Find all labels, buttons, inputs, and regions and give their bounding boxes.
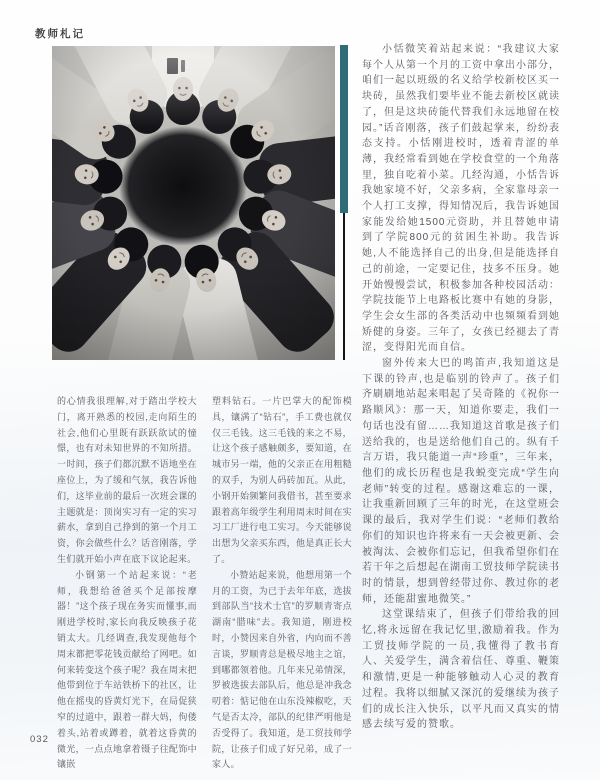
thin-accent-rule bbox=[343, 213, 345, 360]
class-photo bbox=[52, 46, 335, 360]
teal-accent-bar bbox=[340, 45, 348, 213]
paragraph: 的心情我很理解,对于踏出学校大门，离开熟悉的校园,走向陌生的社会,他们心里既有跃跃欲试的憧憬，也有对未知世界的不知所措。一时间，孩子们都沉默不语地坐在座位上，为了缓和气氛，我告诉他们，这毕业前的最后一次班会课的主题就是：顶岗实习有一定的实习薪水，拿到自己挣到的第一个月工资，你会做些什么？话音刚落，学生们就开始小声在底下议论起来。 bbox=[57, 396, 197, 564]
text-column-left bbox=[57, 394, 197, 773]
paragraph: 窗外传来大巴的鸣笛声,我知道这是下课的铃声,也是临别的铃声了。孩子们齐刷刷地站起来唱起了吴奇隆的《祝你一路顺风》：那一天，知道你要走，我们一句话也没有留……我知道这首歌是孩子们送给我的，也是送给他们自己的。纵有千言万语，我只能道一声“珍重”，三年来，他们的成长历程也是我蜕变完成“学生向老师”转变的过程。感谢这难忘的一课，让我重新回顾了三年的时光，在这堂班会课的最后，我对学生们说：“老师们教给你们的知识也许将来有一天会被更新、会被淘汰、会被你们忘记，但我希望你们在若干年之后想起在湖南工贸技师学院读书时的情景，想到曾经带过你、教过你的老师，还能甜蜜地微笑。” bbox=[362, 358, 560, 605]
photo-vignette bbox=[52, 46, 335, 360]
paragraph: 小恬微笑着站起来说：“我建议大家每个人从第一个月的工资中拿出小部分，咱们一起以班级的名义给学校新校区买一块砖，虽然我们要毕业不能去新校区就读了，但是这块砖能代替我们永远地留在校园。”话音刚落，孩子们鼓起掌来，纷纷表态支持。小恬刚进校时，透着青涩的单薄，我经常看到她在学校食堂的一个角落里，独自吃着小菜。几经沟通，小恬告诉我她家境不好，父亲多病，全家靠母亲一个人打工支撑，得知情况后，我告诉她国家能发给她1500元资助，并且替她申请到了学院800元的贫困生补助。我告诉她,人不能选择自己的出身,但是能选择自己的前途，一定要记住，技多不压身。她开始慢慢尝试，积极参加各种校园活动：学院技能节上电路板比赛中有她的身影，学生会女生部的各类活动中也频频看到她矫健的身姿。三年了，女孩已经褪去了青涩，变得阳光而自信。 bbox=[362, 44, 560, 354]
paragraph: 塑料钻石。一片巴掌大的配饰模具，镶满了“钻石”，手工费也就仅仅三毛钱。这三毛钱的来之不易，让这个孩子感触颇多，要知道，在城市另一端，他的父亲正在用粗糙的双手，为别人码砖加瓦。从此，小钢开始频繁问我借书，甚至要求跟着高年级学生利用周末时间在实习工厂进行电工实习。今天能够说出想为父亲买东西，他是真正长大了。 bbox=[212, 396, 352, 564]
class-photo-svg bbox=[52, 46, 335, 360]
paragraph: 小赞站起来说，他想用第一个月的工资，为已于去年年底，选拔到部队当“技术士官”的罗顺青寄点湖南“腊味”去。我知道，刚进校时，小赞因来自外省，内向而不善言谈，罗顺青总是极尽地主之谊，到哪都领着他。几年来兄弟情深，罗被选拔去部队后，他总是冲我念叨着：惦记他在山东没辣椒吃，天气是否太冷，部队的纪律严明他是否受得了。我知道，是工贸技师学院，让孩子们成了好兄弟，成了一家人。 bbox=[212, 569, 352, 770]
text-column-middle bbox=[212, 394, 352, 773]
page-number: 032 bbox=[30, 734, 49, 745]
paragraph: 小钢第一个站起来说：“老师，我想给爸爸买个足部按摩器！”这个孩子现在务实而懂事,而刚进学校时,家长向我反映孩子花销太大。几经调查,我发现他每个周末都把零花钱贡献给了网吧。如何来转变这个孩子呢？我在周末把他带到位于车站铁桥下的社区，让他在摇曳的昏黄灯光下，在局促狭窄的过道中，跟着一群大妈，佝偻着头,站着或蹲着，就着这昏黄的微光，一点点地拿着镊子往配饰中镶嵌 bbox=[57, 569, 197, 770]
text-column-right bbox=[362, 42, 560, 733]
paragraph: 这堂课结束了，但孩子们带给我的回忆,将永远留在我记忆里,激励着我。作为工贸技师学院的一员,我懂得了教书育人、关爱学生，满含着信任、尊重、鞭策和激情,更是一种能够触动人心灵的教育过程。我将以细腻又深沉的爱继续为孩子们的成长注入快乐，以平凡而又真实的情感去续写爱的赞歌。 bbox=[362, 609, 560, 731]
page-header: 教师札记 bbox=[35, 28, 85, 40]
